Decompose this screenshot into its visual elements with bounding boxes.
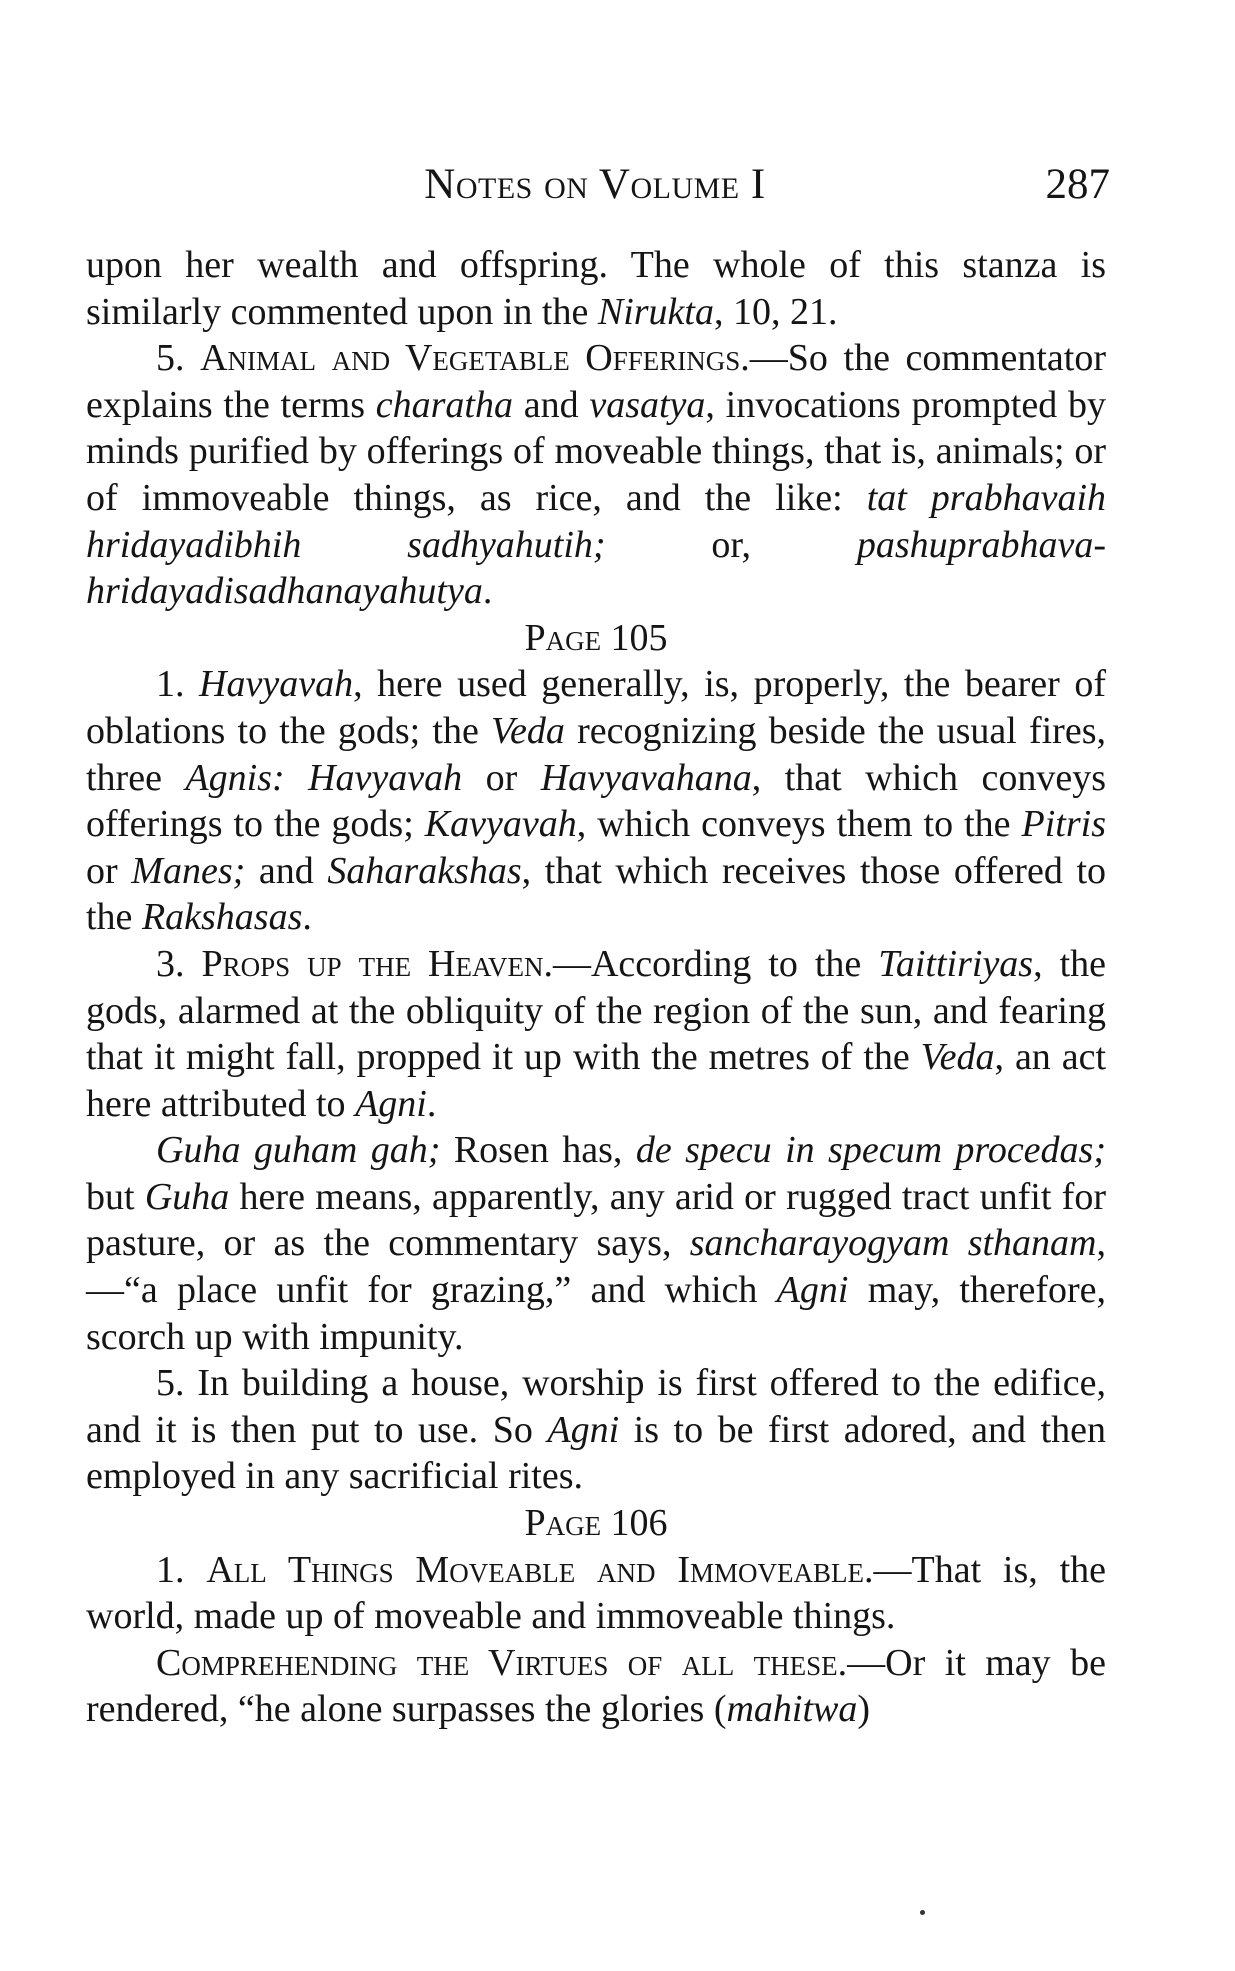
note-heading: Props up the Heaven. xyxy=(201,942,553,985)
italic-term: mahitwa xyxy=(726,1688,858,1731)
text-run: or xyxy=(462,756,541,799)
italic-term: Rakshasas xyxy=(141,896,303,939)
text-run: , 10, 21. xyxy=(713,290,838,333)
italic-term: tat prabhavaih hridayadibhih sadhyahutih; xyxy=(86,476,1106,566)
italic-term: Agni xyxy=(547,1408,620,1451)
text-run: . xyxy=(302,896,312,939)
italic-term: Veda xyxy=(491,709,565,752)
text-run: , the gods, alarmed at the obliquity of the region of the sun, and fearing that it might fall, propped it up with the metres of the xyxy=(86,942,1106,1079)
note-paragraph xyxy=(86,1127,1106,1360)
italic-term: Guha xyxy=(144,1175,230,1218)
text-run: , here used generally, is, properly, the bearer of oblations to the gods; the xyxy=(86,663,1106,752)
text-run: , which conveys them to the xyxy=(576,803,1022,846)
text-run: —That is, the world, made up of moveable and immoveable things. xyxy=(86,1548,1107,1638)
note-number: 1. xyxy=(156,1548,207,1591)
note-paragraph xyxy=(86,941,1106,1127)
text-run: or, xyxy=(605,523,857,566)
paragraph-continuation xyxy=(86,242,1106,335)
text-run: Rosen has, xyxy=(440,1129,636,1172)
italic-term: charatha xyxy=(375,383,513,426)
text-run xyxy=(285,757,308,799)
italic-term: Havyavah xyxy=(199,663,354,706)
italic-term: Saharakshas xyxy=(327,849,522,892)
text-run: may, therefore, scorch up with impunity. xyxy=(86,1269,1107,1358)
page-number: 287 xyxy=(1045,161,1110,208)
text-run: , that which receives those offered to the xyxy=(86,849,1107,939)
section-heading: Page 105 xyxy=(524,616,668,659)
note-paragraph xyxy=(86,335,1106,615)
italic-term: Taittiriyas xyxy=(878,942,1034,985)
note-paragraph xyxy=(86,1547,1106,1640)
text-run: here means, apparently, any arid or rugged tract unfit for pasture, or as the commentary says, xyxy=(86,1175,1106,1265)
italic-term: Agnis: xyxy=(185,756,285,799)
body-text xyxy=(86,242,1106,1733)
text-run: ) xyxy=(857,1688,871,1731)
text-run: but xyxy=(86,1175,145,1218)
italic-term: Pitris xyxy=(1021,803,1106,846)
page-header xyxy=(80,160,1110,220)
text-run: —According to the xyxy=(552,942,879,985)
italic-term: Veda xyxy=(920,1036,995,1079)
running-head: Notes on Volume I xyxy=(424,161,766,208)
note-heading: Animal and Vegetable Offerings. xyxy=(200,337,750,380)
italic-term: Agni xyxy=(776,1269,849,1312)
italic-term: Manes; xyxy=(131,849,246,892)
note-number: 1. xyxy=(156,663,200,706)
text-run: , invocations prompted by minds purified by offerings of moveable things, that is, animals; or of immoveable things, as rice, and the like: xyxy=(86,383,1106,519)
note-paragraph xyxy=(86,1360,1106,1500)
section-heading: Page 106 xyxy=(524,1502,668,1545)
text-run: . xyxy=(426,1082,437,1125)
italic-term: Nirukta xyxy=(597,290,714,333)
italic-term: Guha guham gah; xyxy=(156,1129,441,1172)
italic-term: pashuprabhava-hridayadisadhanayahutya xyxy=(86,523,1106,613)
text-run: 5. In building a house, worship is first offered to the edifice, and it is then put to use. So xyxy=(86,1362,1106,1451)
note-paragraph xyxy=(86,661,1106,941)
note-paragraph xyxy=(86,1640,1106,1733)
text-run: . xyxy=(482,570,493,613)
italic-term: Agni xyxy=(355,1082,427,1125)
note-heading: All Things Moveable and Immoveable. xyxy=(206,1548,874,1591)
text-run: is to be first adored, and then employed in any sacrificial rites. xyxy=(86,1408,1106,1498)
note-heading: Comprehending the Virtues of all these. xyxy=(156,1641,848,1684)
text-run: and xyxy=(245,849,328,892)
text-run: or xyxy=(86,849,132,892)
text-run: , an act here attributed to xyxy=(86,1036,1106,1125)
italic-term: de specu in specum procedas; xyxy=(635,1129,1106,1172)
note-number: 5. xyxy=(156,337,201,380)
italic-term: Havyavahana xyxy=(540,756,752,799)
italic-term: sancharayogyam sthanam xyxy=(689,1222,1097,1265)
italic-term: Kavyavah xyxy=(424,803,577,846)
text-run: upon her wealth and offspring. The whole of this stanza is similarly commented upon in the xyxy=(86,244,1106,333)
text-run: —Or it may be rendered, “he alone surpasses the glories ( xyxy=(86,1641,1106,1731)
ink-speck xyxy=(920,1910,925,1915)
text-run: ,—“a place unfit for grazing,” and which xyxy=(86,1222,1106,1312)
text-run: , that which conveys offerings to the gods; xyxy=(86,756,1107,846)
italic-term: Havyavah xyxy=(308,756,463,799)
text-run: —So the commentator explains the terms xyxy=(86,337,1106,426)
text-run: and xyxy=(512,383,590,426)
italic-term: vasatya xyxy=(589,383,706,426)
text-run: recognizing beside the usual fires, three xyxy=(86,709,1106,799)
note-number: 3. xyxy=(156,942,202,985)
